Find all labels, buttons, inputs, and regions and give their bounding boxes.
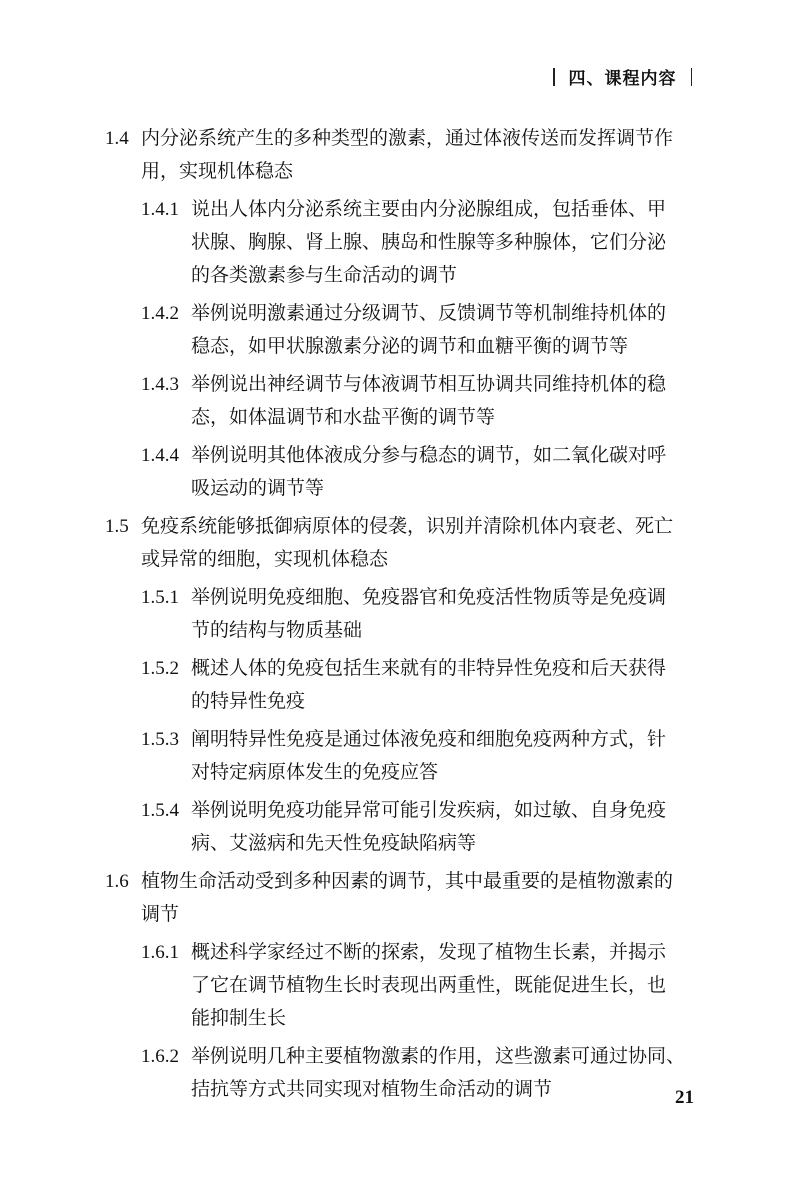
item-text <box>141 193 690 292</box>
outline-section <box>105 122 690 188</box>
item-number: 1.4 <box>105 128 129 149</box>
text-line: 用，实现机体稳态 <box>141 160 294 182</box>
text-line: 阐明特异性免疫是通过体液免疫和细胞免疫两种方式，针 <box>191 728 667 750</box>
outline-subsection <box>141 723 690 789</box>
text-line: 举例说明激素通过分级调节、反馈调节等机制维持机体的 <box>191 302 667 324</box>
text-line: 态，如体温调节和水盐平衡的调节等 <box>191 406 496 428</box>
item-text <box>141 1040 690 1106</box>
outline-subsection <box>141 297 690 363</box>
outline-subsection <box>141 193 690 292</box>
text-line: 病、艾滋病和先天性免疫缺陷病等 <box>191 832 477 854</box>
text-line: 说出人体内分泌系统主要由内分泌腺组成，包括垂体、甲 <box>191 198 667 220</box>
text-line: 举例说明其他体液成分参与稳态的调节，如二氧化碳对呼 <box>191 444 667 466</box>
item-text <box>141 297 690 363</box>
item-text <box>141 794 690 860</box>
text-line: 举例说明免疫细胞、免疫器官和免疫活性物质等是免疫调 <box>191 586 667 608</box>
item-number: 1.4.2 <box>141 303 179 324</box>
item-number: 1.5.1 <box>141 587 179 608</box>
outline-subsection <box>141 794 690 860</box>
item-number: 1.5.3 <box>141 729 179 750</box>
text-line: 概述人体的免疫包括生来就有的非特异性免疫和后天获得 <box>191 657 667 679</box>
outline-section <box>105 510 690 576</box>
item-text <box>141 652 690 718</box>
item-text <box>141 368 690 434</box>
item-number: 1.6.2 <box>141 1046 179 1067</box>
outline-section <box>105 865 690 931</box>
item-number: 1.5.4 <box>141 800 179 821</box>
item-text <box>141 581 690 647</box>
text-line: 举例说明免疫功能异常可能引发疾病，如过敏、自身免疫 <box>191 799 667 821</box>
text-line: 或异常的细胞，实现机体稳态 <box>141 548 389 570</box>
text-line: 对特定病原体发生的免疫应答 <box>191 761 439 783</box>
text-line: 概述科学家经过不断的探索，发现了植物生长素，并揭示 <box>191 941 667 963</box>
text-line: 举例说明几种主要植物激素的作用，这些激素可通过协同、 <box>191 1045 686 1067</box>
page-number: 21 <box>675 1087 694 1108</box>
outline-subsection <box>141 1040 690 1106</box>
outline-subsection <box>141 936 690 1035</box>
header-divider-left <box>553 68 555 86</box>
item-number: 1.4.3 <box>141 374 179 395</box>
item-number: 1.4.4 <box>141 445 179 466</box>
item-text <box>105 865 690 931</box>
item-text <box>105 510 690 576</box>
item-text <box>141 936 690 1035</box>
outline-subsection <box>141 581 690 647</box>
text-line: 了它在调节植物生长时表现出两重性，既能促进生长，也 <box>191 974 667 996</box>
item-text <box>141 723 690 789</box>
text-line: 内分泌系统产生的多种类型的激素，通过体液传送而发挥调节作 <box>141 127 674 149</box>
text-line: 吸运动的调节等 <box>191 477 325 499</box>
running-header <box>553 64 692 89</box>
text-line: 状腺、胸腺、肾上腺、胰岛和性腺等多种腺体，它们分泌 <box>191 231 667 253</box>
text-line: 节的结构与物质基础 <box>191 619 363 641</box>
section-title: 四、课程内容 <box>568 69 677 89</box>
item-text <box>105 122 690 188</box>
text-line: 拮抗等方式共同实现对植物生命活动的调节 <box>191 1078 553 1100</box>
text-line: 免疫系统能够抵御病原体的侵袭，识别并清除机体内衰老、死亡 <box>141 515 674 537</box>
text-line: 的特异性免疫 <box>191 690 306 712</box>
item-number: 1.6.1 <box>141 942 179 963</box>
text-line: 的各类激素参与生命活动的调节 <box>191 264 458 286</box>
outline-subsection <box>141 439 690 505</box>
item-number: 1.4.1 <box>141 199 179 220</box>
item-number: 1.6 <box>105 871 129 892</box>
content-body <box>0 122 800 1111</box>
item-number: 1.5.2 <box>141 658 179 679</box>
text-line: 稳态，如甲状腺激素分泌的调节和血糖平衡的调节等 <box>191 335 629 357</box>
outline-subsection <box>141 652 690 718</box>
item-text <box>141 439 690 505</box>
outline-subsection <box>141 368 690 434</box>
header-divider-right <box>691 68 693 86</box>
text-line: 举例说出神经调节与体液调节相互协调共同维持机体的稳 <box>191 373 667 395</box>
text-line: 能抑制生长 <box>191 1007 287 1029</box>
item-number: 1.5 <box>105 516 129 537</box>
text-line: 植物生命活动受到多种因素的调节，其中最重要的是植物激素的 <box>141 870 674 892</box>
text-line: 调节 <box>141 903 180 925</box>
